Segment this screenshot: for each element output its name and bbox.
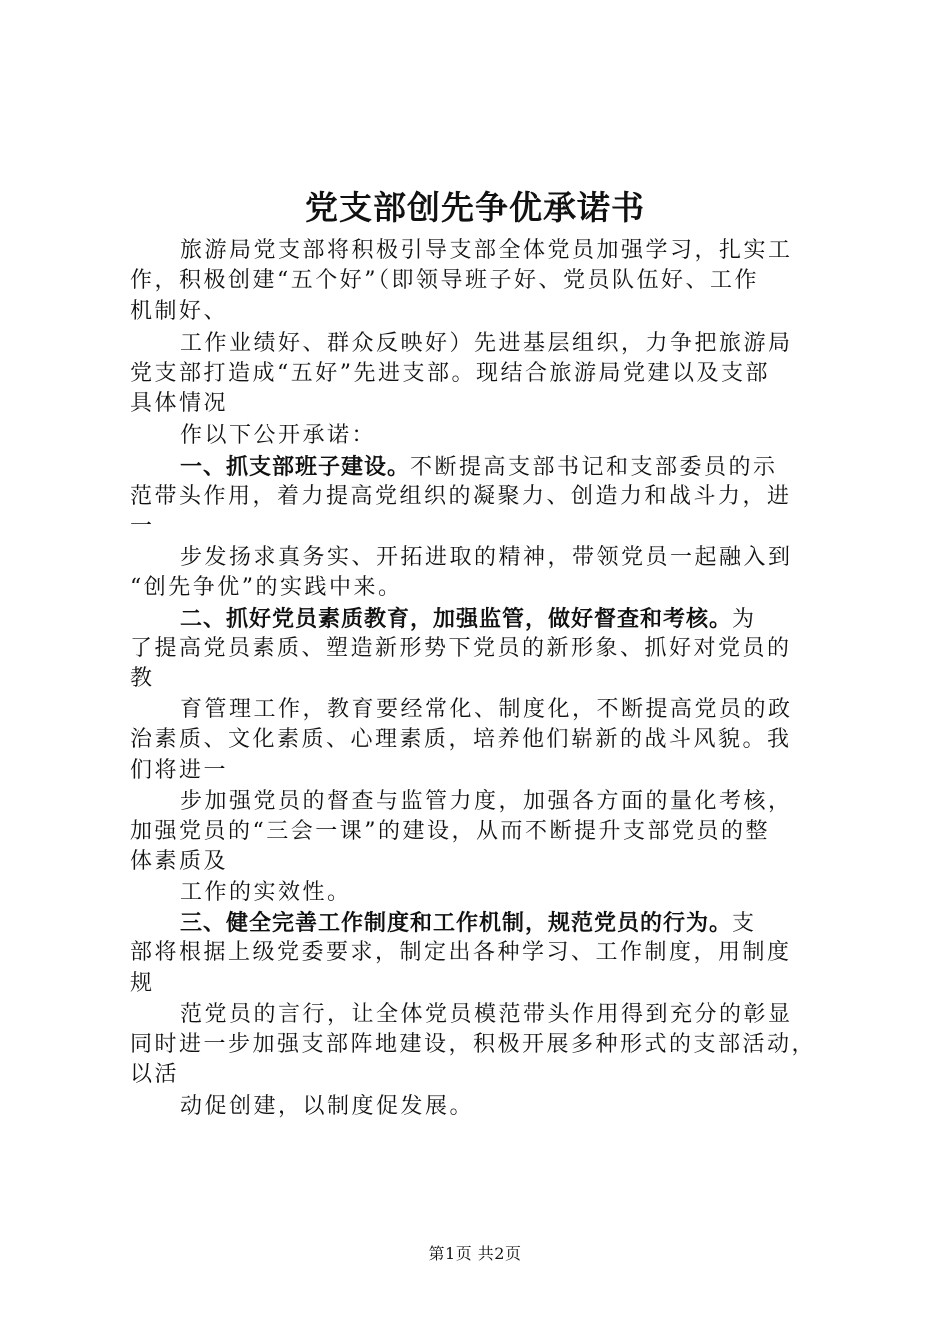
text-line: 加强党员的“三会一课”的建设，从而不断提升支部党员的整 bbox=[130, 819, 770, 844]
text-line: 工作的实效性。 bbox=[180, 880, 352, 905]
text-line: 工作业绩好、群众反映好）先进基层组织，力争把旅游局 bbox=[180, 331, 793, 356]
section-heading-3: 三、健全完善工作制度和工作机制，规范党员的行为。 bbox=[180, 910, 733, 936]
text-line: 步加强党员的督查与监管力度，加强各方面的量化考核， bbox=[180, 789, 793, 814]
text-line: 治素质、文化素质、心理素质，培养他们崭新的战斗风貌。我 bbox=[130, 727, 792, 752]
text-line: 规 bbox=[130, 971, 155, 996]
text-line: 作，积极创建“五个好”（即领导班子好、党员队伍好、工作 bbox=[130, 268, 759, 293]
text-line: 旅游局党支部将积极引导支部全体党员加强学习，扎实工 bbox=[180, 238, 793, 263]
text-line: 范党员的言行，让全体党员模范带头作用得到充分的彰显 bbox=[180, 1002, 793, 1027]
section-text: 不断提高支部书记和支部委员的示 bbox=[410, 455, 778, 480]
text-line: 体素质及 bbox=[130, 849, 229, 874]
text-line: 了提高党员素质、塑造新形势下党员的新形象、抓好对党员的 bbox=[130, 636, 792, 661]
text-line: 机制好、 bbox=[130, 299, 229, 324]
text-line: 动促创建，以制度促发展。 bbox=[180, 1094, 475, 1119]
text-line: 教 bbox=[130, 666, 155, 691]
section-heading-2: 二、抓好党员素质教育，加强监管，做好督查和考核。 bbox=[180, 606, 733, 632]
page-number: 第1页 共2页 bbox=[428, 1244, 522, 1263]
section-heading-line bbox=[180, 908, 757, 939]
text-line: 步发扬求真务实、开拓进取的精神，带领党员一起融入到 bbox=[180, 545, 793, 570]
text-line: 一 bbox=[130, 514, 155, 539]
text-line: 范带头作用，着力提高党组织的凝聚力、创造力和战斗力，进 bbox=[130, 484, 792, 509]
section-heading-line bbox=[180, 452, 778, 483]
text-line: 育管理工作，教育要经常化、制度化，不断提高党员的政 bbox=[180, 697, 793, 722]
text-line: 党支部打造成“五好”先进支部。现结合旅游局党建以及支部 bbox=[130, 361, 770, 386]
document-title: 党支部创先争优承诺书 bbox=[305, 188, 645, 227]
text-line: 们将进一 bbox=[130, 758, 229, 783]
text-line: 以活 bbox=[130, 1062, 180, 1087]
text-line: “创先争优”的实践中来。 bbox=[130, 575, 403, 600]
text-line: 作以下公开承诺： bbox=[180, 423, 377, 448]
section-heading-1: 一、抓支部班子建设。 bbox=[180, 454, 411, 480]
section-heading-line bbox=[180, 604, 757, 635]
text-line: 部将根据上级党委要求，制定出各种学习、工作制度，用制度 bbox=[130, 940, 792, 965]
text-line: 具体情况 bbox=[130, 391, 229, 416]
text-line: 同时进一步加强支部阵地建设，积极开展多种形式的支部活动， bbox=[130, 1032, 817, 1057]
section-text: 为 bbox=[732, 607, 757, 632]
section-text: 支 bbox=[732, 911, 757, 936]
